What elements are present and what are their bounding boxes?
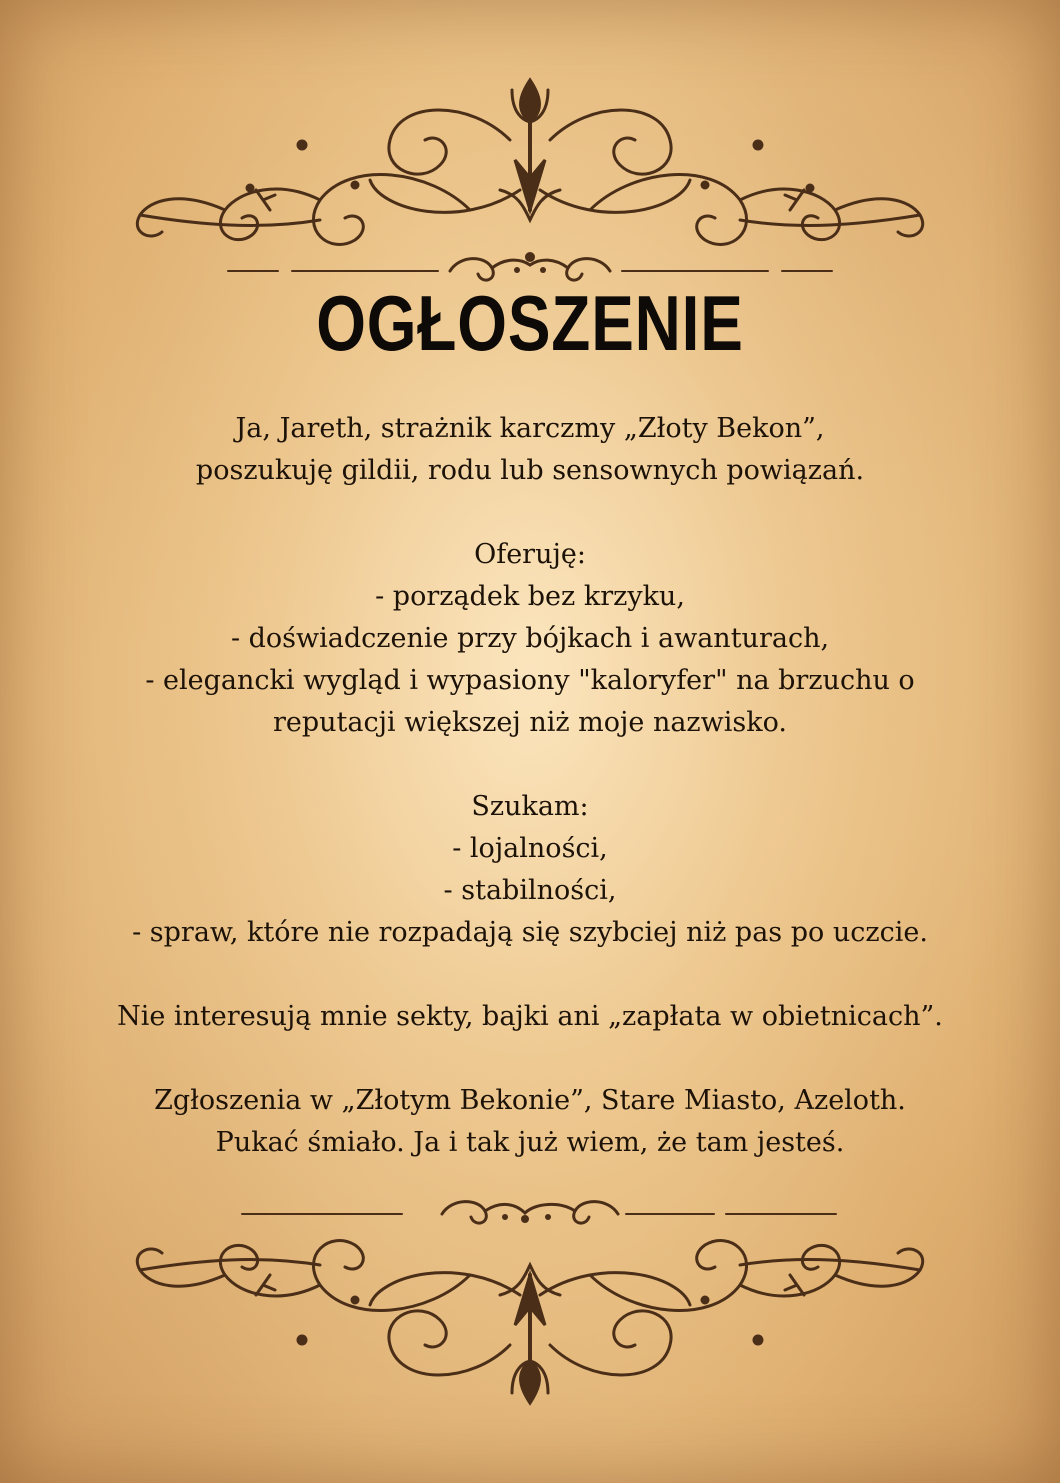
closing-line: Zgłoszenia w „Złotym Bekonie”, Stare Miasto, Azeloth. bbox=[154, 1085, 906, 1116]
seeking-heading: Szukam: bbox=[471, 791, 589, 822]
seeking-item: - spraw, które nie rozpadają się szybciej niż pas po uczcie. bbox=[132, 917, 928, 948]
intro-line: Ja, Jareth, strażnik karczmy „Złoty Bekon”, bbox=[235, 413, 825, 444]
closing-line: Pukać śmiało. Ja i tak już wiem, że tam jesteś. bbox=[215, 1127, 845, 1158]
offer-item: - elegancki wygląd i wypasiony "kaloryfer" na brzuchu o bbox=[145, 665, 915, 696]
page-title: OGŁOSZENIE bbox=[316, 279, 744, 367]
bottom-flourish-ornament bbox=[0, 1195, 1060, 1445]
announcement-body bbox=[60, 408, 1000, 1164]
offer-item: - porządek bez krzyku, bbox=[375, 581, 685, 612]
top-flourish-ornament bbox=[0, 60, 1060, 290]
seeking-item: - lojalności, bbox=[452, 833, 608, 864]
intro-line: poszukuję gildii, rodu lub sensownych powiązań. bbox=[195, 455, 865, 486]
seeking-item: - stabilności, bbox=[443, 875, 617, 906]
offer-item: reputacji większej niż moje nazwisko. bbox=[273, 707, 787, 738]
offer-heading: Oferuję: bbox=[474, 539, 586, 570]
not-interested-line: Nie interesują mnie sekty, bajki ani „zapłata w obietnicach”. bbox=[117, 1001, 943, 1032]
offer-item: - doświadczenie przy bójkach i awanturach, bbox=[230, 623, 830, 654]
